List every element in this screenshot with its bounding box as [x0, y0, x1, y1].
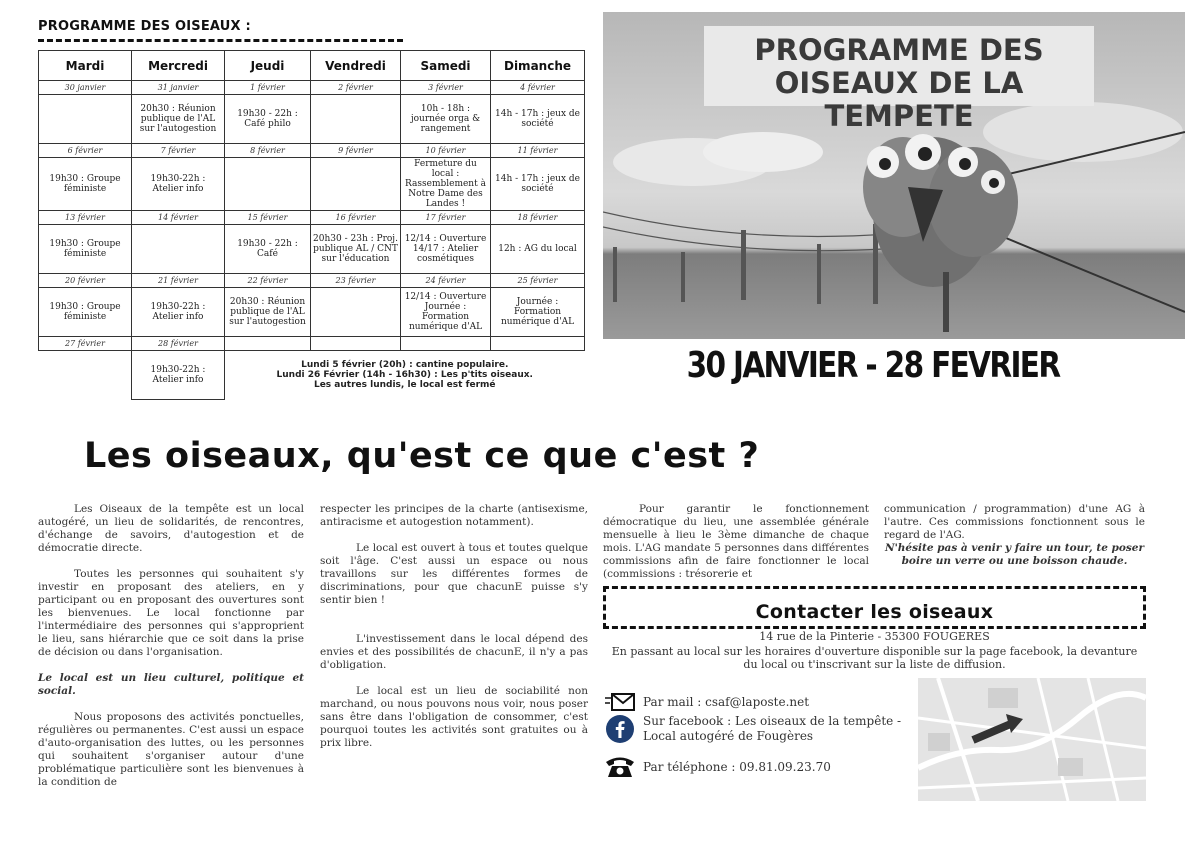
- facebook-icon: [603, 715, 637, 743]
- date-cell: 30 janvier: [39, 81, 132, 95]
- date-cell: 9 février: [311, 144, 401, 158]
- date-cell: 25 février: [491, 274, 585, 288]
- date-cell: 16 février: [311, 211, 401, 225]
- envelope-icon: [603, 688, 637, 716]
- event-cell: 20h30 : Réunion publique de l'AL sur l'autogestion: [132, 95, 225, 144]
- day-header: Jeudi: [225, 51, 311, 81]
- event-cell: [225, 158, 311, 211]
- paragraph: Toutes les personnes qui souhaitent s'y investir en proposant des ateliers, en y participant ou en proposant des ouvertures sont les bienvenues. Le local fonctionne par l'intermédiaire des personnes qui s'approprient le lieu, sans hiérarchie que ce soit dans la prise de décision ou dans l'organisation.: [38, 568, 304, 658]
- page-title: Les oiseaux, qu'est ce que c'est ?: [84, 436, 760, 476]
- event-cell: 19h30 : Groupe féministe: [39, 225, 132, 274]
- date-row: [39, 81, 585, 95]
- mail-text: Par mail : csaf@laposte.net: [643, 695, 810, 709]
- event-cell: 12/14 : Ouverture 14/17 : Atelier cosmétiques: [401, 225, 491, 274]
- programme-calendar: [38, 50, 585, 400]
- event-cell: 10h - 18h : journée orga & rangement: [401, 95, 491, 144]
- contact-title: Contacter les oiseaux: [755, 601, 994, 623]
- event-row: [39, 288, 585, 337]
- phone-text: Par téléphone : 09.81.09.23.70: [643, 760, 831, 774]
- event-cell: 19h30 : Groupe féministe: [39, 288, 132, 337]
- date-cell: 11 février: [491, 144, 585, 158]
- date-cell: 20 février: [39, 274, 132, 288]
- date-cell: 7 février: [132, 144, 225, 158]
- text-column: [320, 503, 588, 763]
- event-row: [39, 158, 585, 211]
- programme-heading: PROGRAMME DES OISEAUX :: [38, 19, 251, 34]
- date-row: [39, 274, 585, 288]
- event-cell: 19h30 : Groupe féministe: [39, 158, 132, 211]
- date-cell: 22 février: [225, 274, 311, 288]
- address: 14 rue de la Pinterie - 35300 FOUGERES: [759, 630, 990, 643]
- date-cell: 13 février: [39, 211, 132, 225]
- invite-paragraph: N'hésite pas à venir y faire un tour, te poser boire un verre ou une boisson chaude.: [884, 542, 1145, 567]
- event-cell: 19h30 - 22h : Café philo: [225, 95, 311, 144]
- event-row: [39, 95, 585, 144]
- emphasis-paragraph: Le local est un lieu culturel, politique et social.: [38, 672, 304, 697]
- day-header: Mardi: [39, 51, 132, 81]
- paragraph: Nous proposons des activités ponctuelles, régulières ou permanentes. C'est aussi un espace d'auto-organisation des luttes, ou les personnes qui souhaitent s'organiser autour d'une problématique particulière sont les bienvenues à la condition de: [38, 711, 304, 788]
- day-header: Vendredi: [311, 51, 401, 81]
- date-cell: 6 février: [39, 144, 132, 158]
- cover-title: [704, 26, 1094, 133]
- event-cell: [132, 225, 225, 274]
- event-cell: Journée : Formation numérique d'AL: [491, 288, 585, 337]
- map-illustration: [918, 678, 1146, 801]
- phone-icon: [603, 753, 637, 781]
- date-cell: [311, 337, 401, 351]
- contact-info: En passant au local sur les horaires d'ouverture disponible sur la page facebook, la devanture du local ou t'inscrivant sur la liste de diffusion.: [611, 645, 1138, 671]
- text-column: [884, 503, 1145, 581]
- event-cell: [311, 95, 401, 144]
- day-header: Samedi: [401, 51, 491, 81]
- cover-title-line: PROGRAMME DES: [754, 33, 1044, 67]
- event-cell: 20h30 : Réunion publique de l'AL sur l'autogestion: [225, 288, 311, 337]
- event-cell: Fermeture du local : Rassemblement à Notre Dame des Landes !: [401, 158, 491, 211]
- contact-mail[interactable]: [603, 688, 809, 716]
- date-cell: [225, 337, 311, 351]
- event-cell: 19h30-22h : Atelier info: [132, 351, 225, 400]
- date-cell: 27 février: [39, 337, 132, 351]
- date-cell: 4 février: [491, 81, 585, 95]
- date-cell: 14 février: [132, 211, 225, 225]
- day-header: Mercredi: [132, 51, 225, 81]
- announcement: [225, 351, 585, 400]
- heading-divider: [38, 39, 403, 42]
- date-row: [39, 144, 585, 158]
- announcement-line: Lundi 5 février (20h) : cantine populaire.: [301, 360, 509, 371]
- cover-title-line: OISEAUX DE LA TEMPETE: [774, 66, 1024, 133]
- event-cell: 19h30-22h : Atelier info: [132, 158, 225, 211]
- date-cell: 1 février: [225, 81, 311, 95]
- event-cell: [311, 288, 401, 337]
- paragraph: L'investissement dans le local dépend des envies et des possibilités de chacunE, il n'y a pas d'obligation.: [320, 633, 588, 671]
- cover-image: [603, 12, 1185, 339]
- date-row: [39, 337, 585, 351]
- event-cell: 14h - 17h : jeux de société: [491, 95, 585, 144]
- date-cell: 3 février: [401, 81, 491, 95]
- contact-facebook[interactable]: [603, 714, 918, 744]
- date-cell: 17 février: [401, 211, 491, 225]
- event-cell: 14h - 17h : jeux de société: [491, 158, 585, 211]
- paragraph: Le local est ouvert à tous et toutes quelque soit l'âge. C'est aussi un espace ou nous travaillons sur les différentes formes de discriminations, pour que chacunE puisse s'y sentir bien !: [320, 542, 588, 606]
- date-cell: [491, 337, 585, 351]
- event-cell: 12/14 : Ouverture Journée : Formation numérique d'AL: [401, 288, 491, 337]
- date-cell: 31 janvier: [132, 81, 225, 95]
- date-cell: 23 février: [311, 274, 401, 288]
- dates-banner: 30 JANVIER - 28 FEVRIER: [686, 345, 1060, 386]
- paragraph: Les Oiseaux de la tempête est un local autogéré, un lieu de solidarités, de rencontres, d'échange de savoirs, d'autogestion et de démocratie directe.: [38, 503, 304, 554]
- facebook-text: Sur facebook : Les oiseaux de la tempête - Local autogéré de Fougères: [643, 714, 902, 743]
- day-header: Dimanche: [491, 51, 585, 81]
- announcement-line: Les autres lundis, le local est fermé: [313, 380, 496, 391]
- text-column: [603, 503, 869, 594]
- paragraph: Le local est un lieu de sociabilité non marchand, ou nous pouvons nous voir, nous poser sans être dans l'obligation de consommer, c'est pourquoi toutes les activités sont gratuites ou à prix libre.: [320, 685, 588, 749]
- date-cell: 2 février: [311, 81, 401, 95]
- event-row: [39, 225, 585, 274]
- event-cell: 19h30-22h : Atelier info: [132, 288, 225, 337]
- date-cell: 24 février: [401, 274, 491, 288]
- date-cell: 28 février: [132, 337, 225, 351]
- location-map[interactable]: [918, 678, 1146, 801]
- date-row: [39, 211, 585, 225]
- date-cell: 18 février: [491, 211, 585, 225]
- paragraph: Pour garantir le fonctionnement démocratique du lieu, une assemblée générale mensuelle à lieu le 3ème dimanche de chaque mois. L'AG mandate 5 personnes dans différentes commissions afin de faire fonctionner le local (commissions : trésorerie et: [603, 503, 869, 580]
- date-cell: 21 février: [132, 274, 225, 288]
- paragraph: communication / programmation) d'une AG à l'autre. Ces commissions fonctionnent sous le regard de l'AG.: [884, 503, 1145, 541]
- contact-phone[interactable]: [603, 753, 831, 781]
- calendar-header-row: [39, 51, 585, 81]
- announcement-line: Lundi 26 Février (14h - 16h30) : Les p'tits oiseaux.: [276, 370, 533, 381]
- event-cell: [39, 95, 132, 144]
- paragraph: respecter les principes de la charte (antisexisme, antiracisme et autogestion notamment).: [320, 503, 588, 528]
- event-row: [39, 351, 585, 400]
- event-cell: 20h30 - 23h : Proj. publique AL / CNT sur l'éducation: [311, 225, 401, 274]
- text-column: [38, 503, 304, 802]
- date-cell: 8 février: [225, 144, 311, 158]
- event-cell: 12h : AG du local: [491, 225, 585, 274]
- date-cell: [401, 337, 491, 351]
- event-cell: [311, 158, 401, 211]
- event-cell: 19h30 - 22h : Café: [225, 225, 311, 274]
- date-cell: 15 février: [225, 211, 311, 225]
- empty-cell: [39, 351, 132, 400]
- date-cell: 10 février: [401, 144, 491, 158]
